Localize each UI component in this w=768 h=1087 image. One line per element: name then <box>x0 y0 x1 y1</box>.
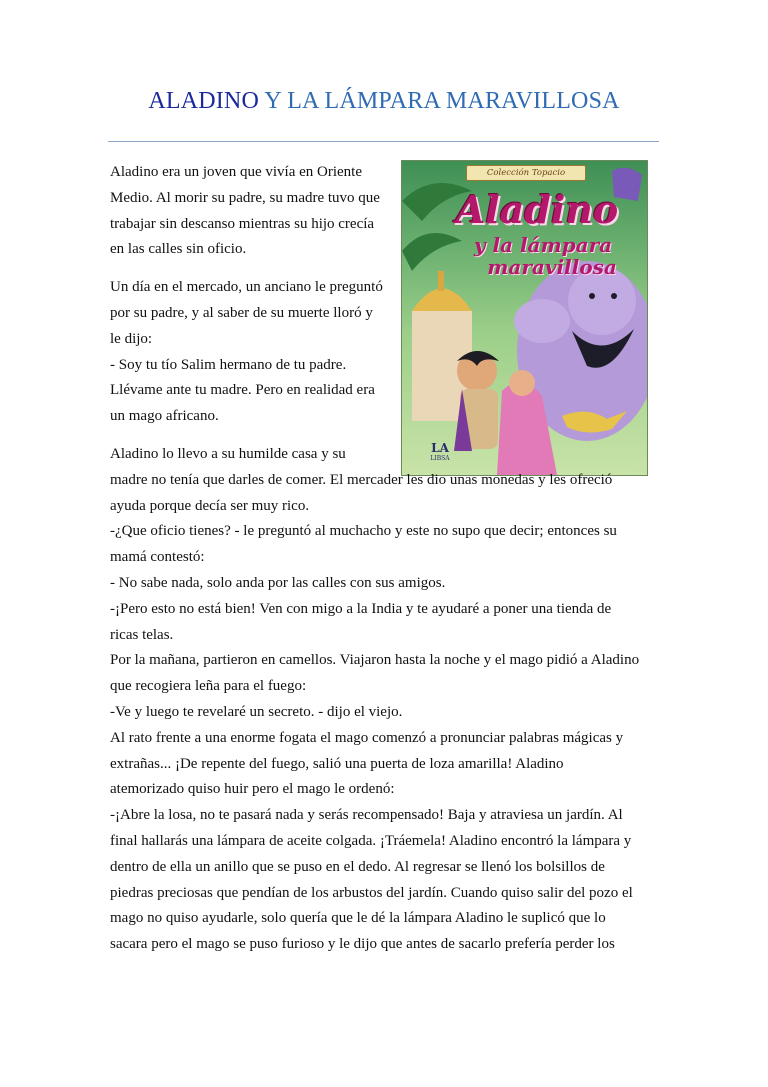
text-line: atemorizado quiso huir pero el mago le ordenó: <box>110 781 395 798</box>
text-line: ayuda porque decía ser muy rico. <box>110 497 310 514</box>
text-line: Por la mañana, partieron en camellos. Viajaron hasta la noche y el mago pidió a Aladino <box>110 652 640 669</box>
text-line: Aladino lo llevo a su humilde casa y su <box>110 445 346 462</box>
text-line: - Soy tu tío Salim hermano de tu padre. <box>110 356 347 373</box>
text-line: sacara pero el mago se puso furioso y le dijo que antes de sacarlo prefería perder los <box>110 936 615 953</box>
text-line: por su padre, y al saber de su muerte lloró y <box>110 304 373 321</box>
text-line: Al rato frente a una enorme fogata el mago comenzó a pronunciar palabras mágicas y <box>110 729 624 746</box>
text-line: piedras preciosas que pendían de los arbustos del jardín. Cuando quiso salir del pozo el <box>110 884 633 901</box>
text-line: trabajar sin descanso mientras su hijo crecía <box>110 215 375 232</box>
text-line: Un día en el mercado, un anciano le preguntó <box>110 279 383 296</box>
cover-collection-label: Colección Topacio <box>466 165 586 181</box>
text-line: que recogiera leña para el fuego: <box>110 678 307 695</box>
text-line: final hallarás una lámpara de aceite colgada. ¡Tráemela! Aladino encontró la lámpara y <box>110 832 632 849</box>
text-line: en las calles sin oficio. <box>110 241 247 258</box>
text-line: madre no tenía que darles de comer. El mercader les dio unas monedas y les ofreció <box>110 471 613 488</box>
story-body <box>110 160 670 958</box>
text-line: ricas telas. <box>110 626 174 643</box>
text-line: un mago africano. <box>110 408 219 425</box>
paragraph-gap <box>110 263 670 275</box>
cover-publisher-logo: LA <box>431 441 449 455</box>
cover-title-line2: y la lámpara <box>473 233 613 257</box>
text-line: Llévame ante tu madre. Pero en realidad era <box>110 382 375 399</box>
text-line: -¡Abre la losa, no te pasará nada y serás recompensado! Baja y atraviesa un jardín. Al <box>110 807 623 824</box>
text-line: mamá contestó: <box>110 549 205 566</box>
title-aladino: ALADINO <box>148 88 260 114</box>
text-line: -¡Pero esto no está bien! Ven con migo a la India y te ayudaré a poner una tienda de <box>110 600 612 617</box>
cover-title-line1: Aladino <box>455 187 619 232</box>
paragraph-gap <box>110 430 670 442</box>
cover-title-line3: maravillosa <box>487 255 617 279</box>
text-line: le dijo: <box>110 330 153 347</box>
text-line: -Ve y luego te revelaré un secreto. - dijo el viejo. <box>110 703 403 720</box>
text-line: extrañas... ¡De repente del fuego, salió una puerta de loza amarilla! Aladino <box>110 755 564 772</box>
text-line: Aladino era un joven que vivía en Oriente <box>110 164 362 180</box>
title-divider <box>108 141 659 142</box>
title-rest: Y LA LÁMPARA MARAVILLOSA <box>264 88 620 114</box>
text-line: dentro de ella un anillo que se puso en el dedo. Al regresar se llenó los bolsillos de <box>110 858 605 875</box>
text-line: mago no quiso ayudarle, solo quería que le dé la lámpara Aladino le suplicó que lo <box>110 910 606 927</box>
cover-publisher-name: LIBSA <box>430 455 450 462</box>
text-line: -¿Que oficio tienes? - le preguntó al muchacho y este no supo que decir; entonces su <box>110 523 617 540</box>
text-line: Medio. Al morir su padre, su madre tuvo que <box>110 189 380 206</box>
page-title <box>0 88 768 115</box>
text-line: - No sabe nada, solo anda por las calles con sus amigos. <box>110 574 446 591</box>
